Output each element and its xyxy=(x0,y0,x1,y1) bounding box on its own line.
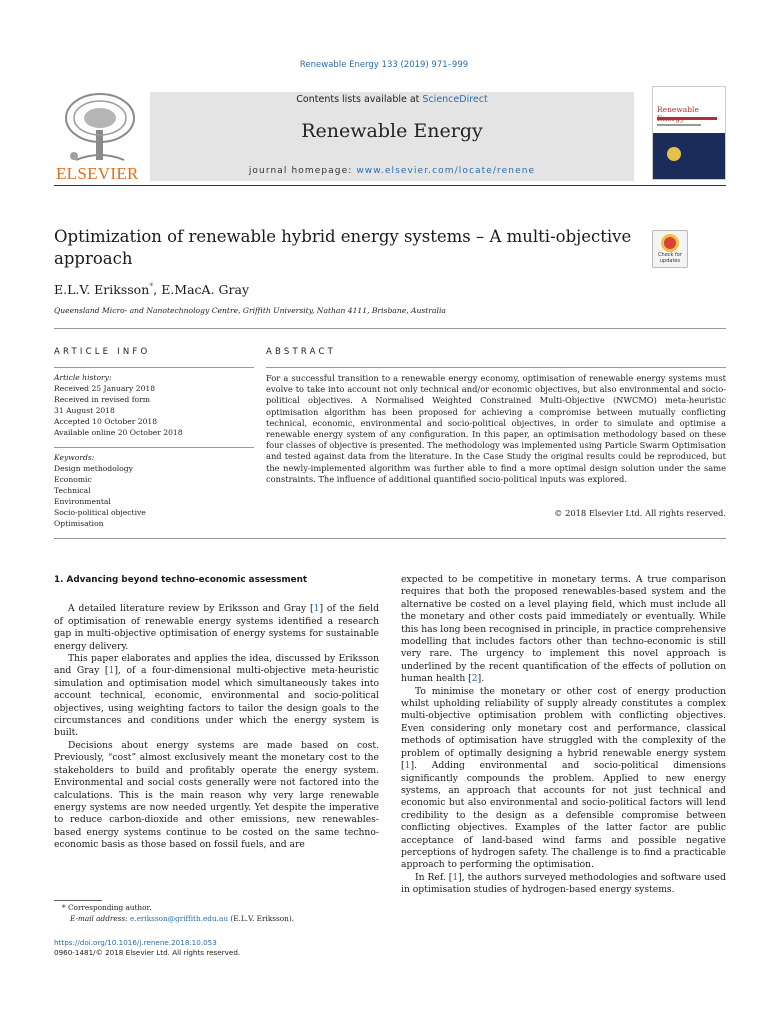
keyword-item: Optimisation xyxy=(54,519,104,528)
reference-link[interactable]: 1 xyxy=(108,665,115,677)
author-affiliation: Queensland Micro- and Nanotechnology Centre, Griffith University, Nathan 4111, Brisbane, Australia xyxy=(54,306,446,315)
journal-panel xyxy=(150,92,634,181)
issn-line: 0960-1481/© 2018 Elsevier Ltd. All rights reserved. xyxy=(54,948,241,957)
abstract-heading: ABSTRACT xyxy=(266,347,337,357)
divider xyxy=(266,367,726,368)
email-label: E-mail address: xyxy=(70,913,130,923)
journal-citation: Renewable Energy 133 (2019) 971–999 xyxy=(299,60,469,70)
divider xyxy=(54,538,726,539)
cover-title: Renewable xyxy=(657,105,699,114)
check-for-updates-button[interactable] xyxy=(652,230,688,268)
body-paragraph: A detailed literature review by Eriksson and Gray [1] of the field of optimisation of renewable energy systems identified a research gap in multi-objective optimisation of energy systems for sustainable energy delivery. xyxy=(54,603,379,652)
reference-link[interactable]: 1 xyxy=(404,760,411,772)
journal-homepage xyxy=(150,166,634,176)
journal-cover-image xyxy=(652,86,726,180)
keywords-label: Keywords: xyxy=(54,453,95,462)
corresponding-author-mark[interactable]: * xyxy=(149,282,154,291)
history-item: Received in revised form xyxy=(54,395,150,404)
body-paragraph: Decisions about energy systems are made based on cost. Previously, “cost” almost exclusively meant the monetary cost to the stakeholders to build and profitably operate the energy system. Environmental and social costs generally were not factored into the calculations. This is the main reason why very large renewable energy systems are now needed urgently. Yet despite the imperative to reduce carbon-dioxide and other emissions, new renewables-based energy systems continue to be costed on the same techno-economic basis as those based on fossil fuels, and are xyxy=(54,739,379,851)
history-item: Received 25 January 2018 xyxy=(54,384,156,393)
cover-emblem-icon xyxy=(667,147,681,161)
keyword-item: Technical xyxy=(54,486,91,495)
publisher-logo-text: ELSEVIER xyxy=(56,164,139,183)
author-name[interactable]: E.MacA. Gray xyxy=(161,282,250,298)
body-paragraph: To minimise the monetary or other cost of energy production whilst upholding reliability of supply already constitutes a complex multi-objective optimisation problem with conflicting objectives. Even considering only monetary cost and performance, classical methods of optimisation have struggled with the complexity of the problem of optimally designing a hybrid renewable energy system [1]. Adding environmental and socio-political dimensions significantly compounds the problem. Applied to new energy systems, an approach that accounts for not just technical and economic but also environmental and socio-political factors will lend credibility to the design as a defensible compromise between conflicting objectives. Examples of the latter factor are public acceptance of land-based wind farms and possible negative perceptions of hydrogen safety. The challenge is to find a practicable approach to performing the optimisation. xyxy=(401,685,726,871)
divider xyxy=(54,367,254,368)
reference-link[interactable]: 1 xyxy=(313,603,320,615)
article-info-heading: ARTICLE INFO xyxy=(54,347,151,357)
doi-block xyxy=(54,938,240,958)
article-title: Optimization of renewable hybrid energy systems – A multi-objective approach xyxy=(54,227,632,268)
reference-link[interactable]: 2 xyxy=(471,673,478,685)
elsevier-logo xyxy=(54,90,146,186)
journal-banner xyxy=(54,82,726,186)
divider xyxy=(54,447,254,448)
body-paragraph: expected to be competitive in monetary terms. A true comparison requires that both the proposed renewables-based system and the alternative be costed on a level playing field, which must include all the monetary and other costs paid immediately or eventually. While this has long been recognised in principle, in practice comprehensive modelling that includes factors other than techno-economic is still very rare. The urgency to implement this novel approach is underlined by the recent quantification of the effects of pollution on human health [2]. xyxy=(401,574,726,685)
keyword-item: Design methodology xyxy=(54,464,133,473)
author-list xyxy=(54,282,249,297)
abstract-text: For a successful transition to a renewable energy economy, optimisation of renewable energy systems must evolve to take into account not only technical and/or economic objectives, but also environmental and socio-political objectives. A Normalised Weighted Constrained Multi-Objective (NWCMO) meta-heuristic optimisation algorithm has been proposed for achieving a compromise between mutually conflicting technical, economic, environmental and socio-political objectives, in order to simulate and optimise a renewable energy system of any configuration. In this paper, an optimisation methodology based on these four classes of objective is presented. The methodology was implemented using Particle Swarm Optimisation and tested against data from the literature. In the Case Study the original results could be reproduced, but the newly-implemented algorithm was further able to find a more optimal design solution under the same constraints. The influence of additional quantified socio-political inputs was explored. xyxy=(266,373,726,484)
author-name[interactable]: E.L.V. Eriksson xyxy=(54,282,150,298)
footnote: * Corresponding author. E-mail address: e.eriksson@griffith.edu.au (E.L.V. Eriksson). xyxy=(54,903,294,924)
body-paragraph: In Ref. [1], the authors surveyed methodologies and software used in optimisation studies of hydrogen-based energy systems. xyxy=(401,871,726,896)
keyword-item: Socio-political objective xyxy=(54,508,146,517)
homepage-prefix: journal homepage: xyxy=(248,166,357,176)
history-item: Accepted 10 October 2018 xyxy=(54,417,158,426)
journal-name: Renewable Energy xyxy=(301,120,483,142)
check-updates-icon xyxy=(661,234,679,252)
history-label: Article history: xyxy=(54,373,112,382)
sciencedirect-link[interactable]: ScienceDirect xyxy=(422,94,488,105)
corresponding-author-note: * Corresponding author. xyxy=(62,903,152,912)
keyword-item: Environmental xyxy=(54,497,111,506)
keyword-item: Economic xyxy=(54,475,92,484)
contents-line xyxy=(150,94,634,105)
body-column-right xyxy=(401,574,726,897)
divider xyxy=(54,328,726,329)
body-paragraph: This paper elaborates and applies the idea, discussed by Eriksson and Gray [1], of a four-dimensional multi-objective meta-heuristic simulation and optimisation model which simultaneously takes into account technical, economic, environmental and socio-political objectives, using weighting factors to tailor the design goals to the circumstances and conditions under which the energy system is built. xyxy=(54,653,379,739)
history-item: 31 August 2018 xyxy=(54,406,115,415)
footnote-divider xyxy=(54,900,102,901)
homepage-link[interactable]: www.elsevier.com/locate/renene xyxy=(356,166,536,176)
author-email-link[interactable]: e.eriksson@griffith.edu.au xyxy=(129,913,229,923)
body-column-left xyxy=(54,574,379,852)
author-separator: , xyxy=(153,282,162,298)
reference-link[interactable]: 1 xyxy=(452,871,459,883)
doi-link[interactable]: https://doi.org/10.1016/j.renene.2018.10.053 xyxy=(54,938,217,947)
contents-prefix: Contents lists available at xyxy=(296,94,423,105)
article-history xyxy=(54,372,254,438)
keywords xyxy=(54,452,254,529)
abstract-copyright: © 2018 Elsevier Ltd. All rights reserved. xyxy=(554,508,726,518)
section-heading: 1. Advancing beyond techno-economic assessment xyxy=(54,575,308,585)
tree-icon xyxy=(56,90,144,166)
check-updates-line2: updates xyxy=(659,257,681,264)
history-item: Available online 20 October 2018 xyxy=(54,428,183,437)
check-updates-line1: Check for xyxy=(658,252,682,258)
